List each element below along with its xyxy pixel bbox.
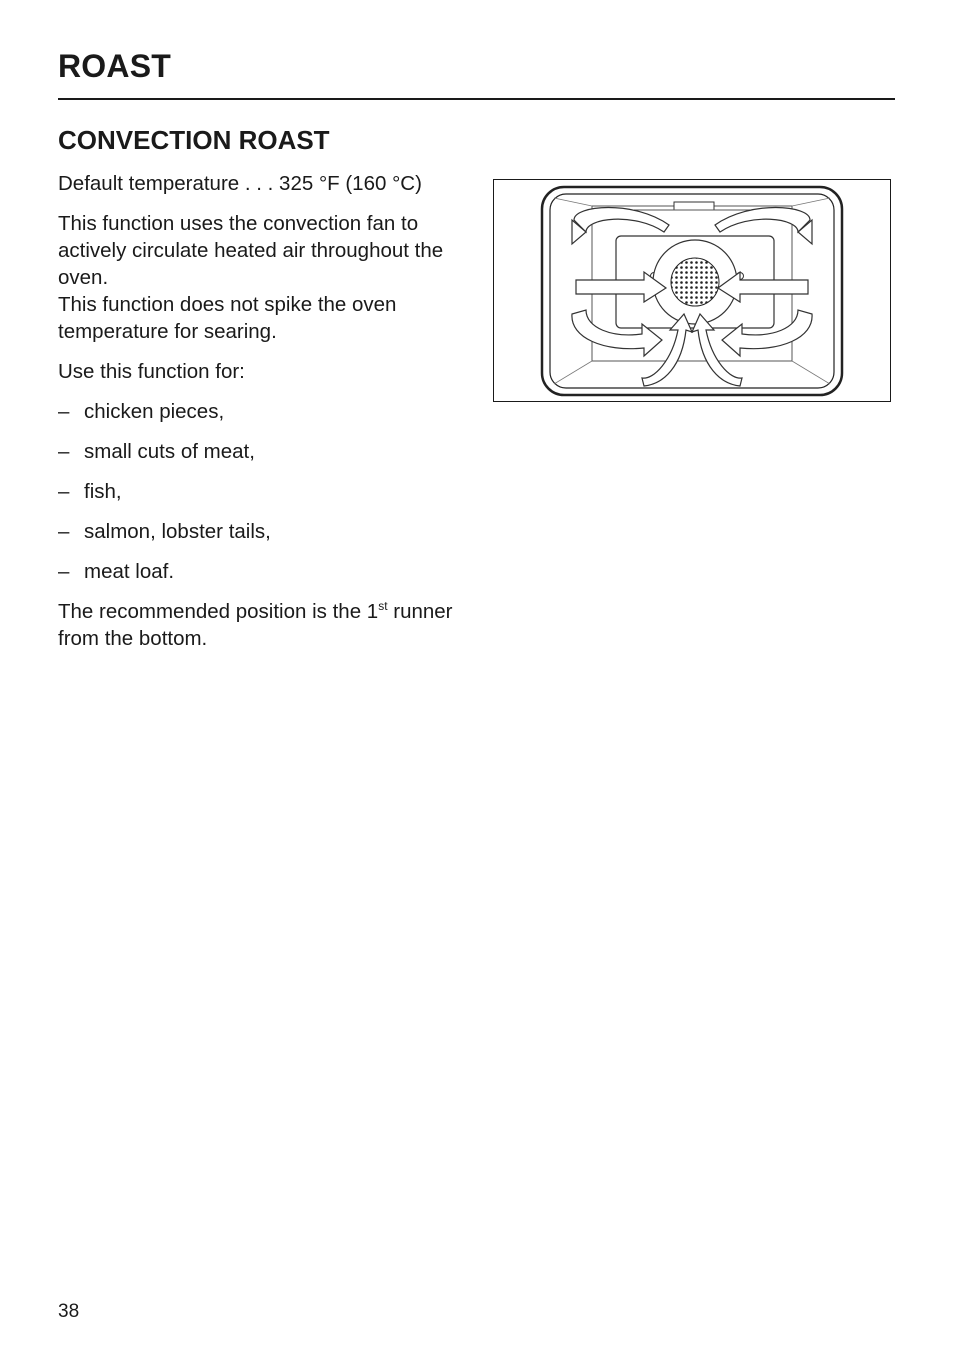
description-paragraph-1: This function uses the convection fan to actively circulate heated air throughout the oven. [58,212,444,289]
title-divider [58,98,895,100]
list-item [58,478,478,505]
list-dash: – [58,440,70,463]
list-item [58,518,478,545]
description-paragraph-2: This function does not spike the oven temperature for searing. [58,293,397,343]
list-item-text: salmon, lobster tails, [84,520,271,543]
list-dash: – [58,400,70,423]
recommended-position [58,598,478,652]
section-title: CONVECTION ROAST [58,125,330,155]
list-item-text: meat loaf. [84,560,175,583]
list-item-text: chicken pieces, [84,400,225,423]
list-dash: – [58,520,70,543]
default-temperature: Default temperature . . . 325 °F (160 °C) [58,172,422,195]
list-item [58,438,478,465]
oven-diagram [494,180,890,401]
position-text: The recommended position is the 1 [58,600,379,623]
list-item-text: fish, [84,480,122,503]
list-item [58,558,478,585]
page-title: ROAST [58,48,171,84]
position-ordinal: st [378,599,388,614]
list-item [58,398,478,425]
use-intro: Use this function for: [58,360,245,383]
list-dash: – [58,560,70,583]
oven-airflow-illustration [493,179,891,402]
position-text-end: runner from the bottom. [58,600,453,650]
list-item-text: small cuts of meat, [84,440,255,463]
page-number: 38 [58,1301,80,1322]
list-dash: – [58,480,70,503]
body-text [58,170,478,665]
